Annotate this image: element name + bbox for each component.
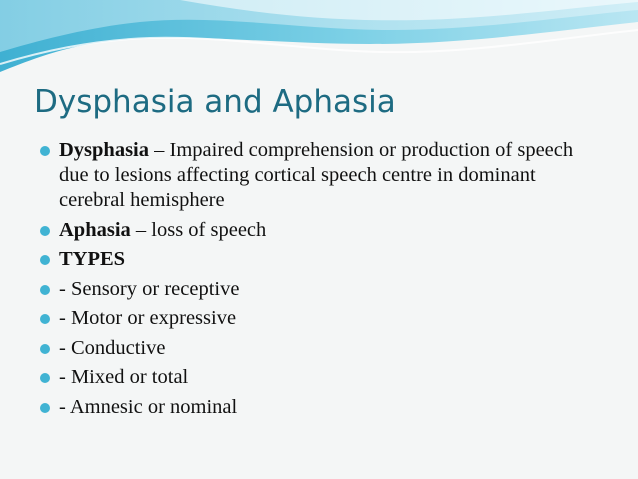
list-item-type-motor	[40, 306, 600, 331]
bullet-icon	[40, 344, 50, 354]
bullet-list	[40, 138, 600, 424]
list-item-type-mixed	[40, 365, 600, 390]
aphasia-text: – loss of speech	[130, 218, 267, 241]
type-label: - Amnesic or nominal	[59, 395, 238, 418]
type-label: - Mixed or total	[59, 366, 189, 388]
list-item-aphasia	[40, 218, 600, 243]
dysphasia-term: Dysphasia	[59, 139, 150, 161]
bullet-icon	[40, 146, 50, 156]
bullet-icon	[40, 285, 50, 295]
dysphasia-text: – Impaired comprehension or production of speech due to lesions affecting cortical speech centre in dominant cerebral hemisphere	[59, 139, 574, 211]
list-item-type-conductive	[40, 336, 600, 361]
bullet-icon	[40, 226, 50, 236]
types-heading: TYPES	[59, 248, 126, 270]
list-item-type-amnesic	[40, 395, 600, 420]
bullet-icon	[40, 255, 50, 265]
type-label: - Conductive	[59, 336, 166, 359]
list-item-type-sensory	[40, 277, 600, 302]
slide-title: Dysphasia and Aphasia	[34, 84, 396, 120]
header-wave-decoration	[0, 0, 638, 80]
aphasia-term: Aphasia	[59, 218, 131, 241]
bullet-icon	[40, 314, 50, 324]
list-item-dysphasia	[40, 138, 600, 213]
type-label: - Sensory or receptive	[59, 277, 240, 300]
bullet-icon	[40, 403, 50, 413]
type-label: - Motor or expressive	[59, 307, 237, 329]
bullet-icon	[40, 373, 50, 383]
list-item-types	[40, 247, 600, 272]
dysphasia-definition	[59, 138, 594, 213]
